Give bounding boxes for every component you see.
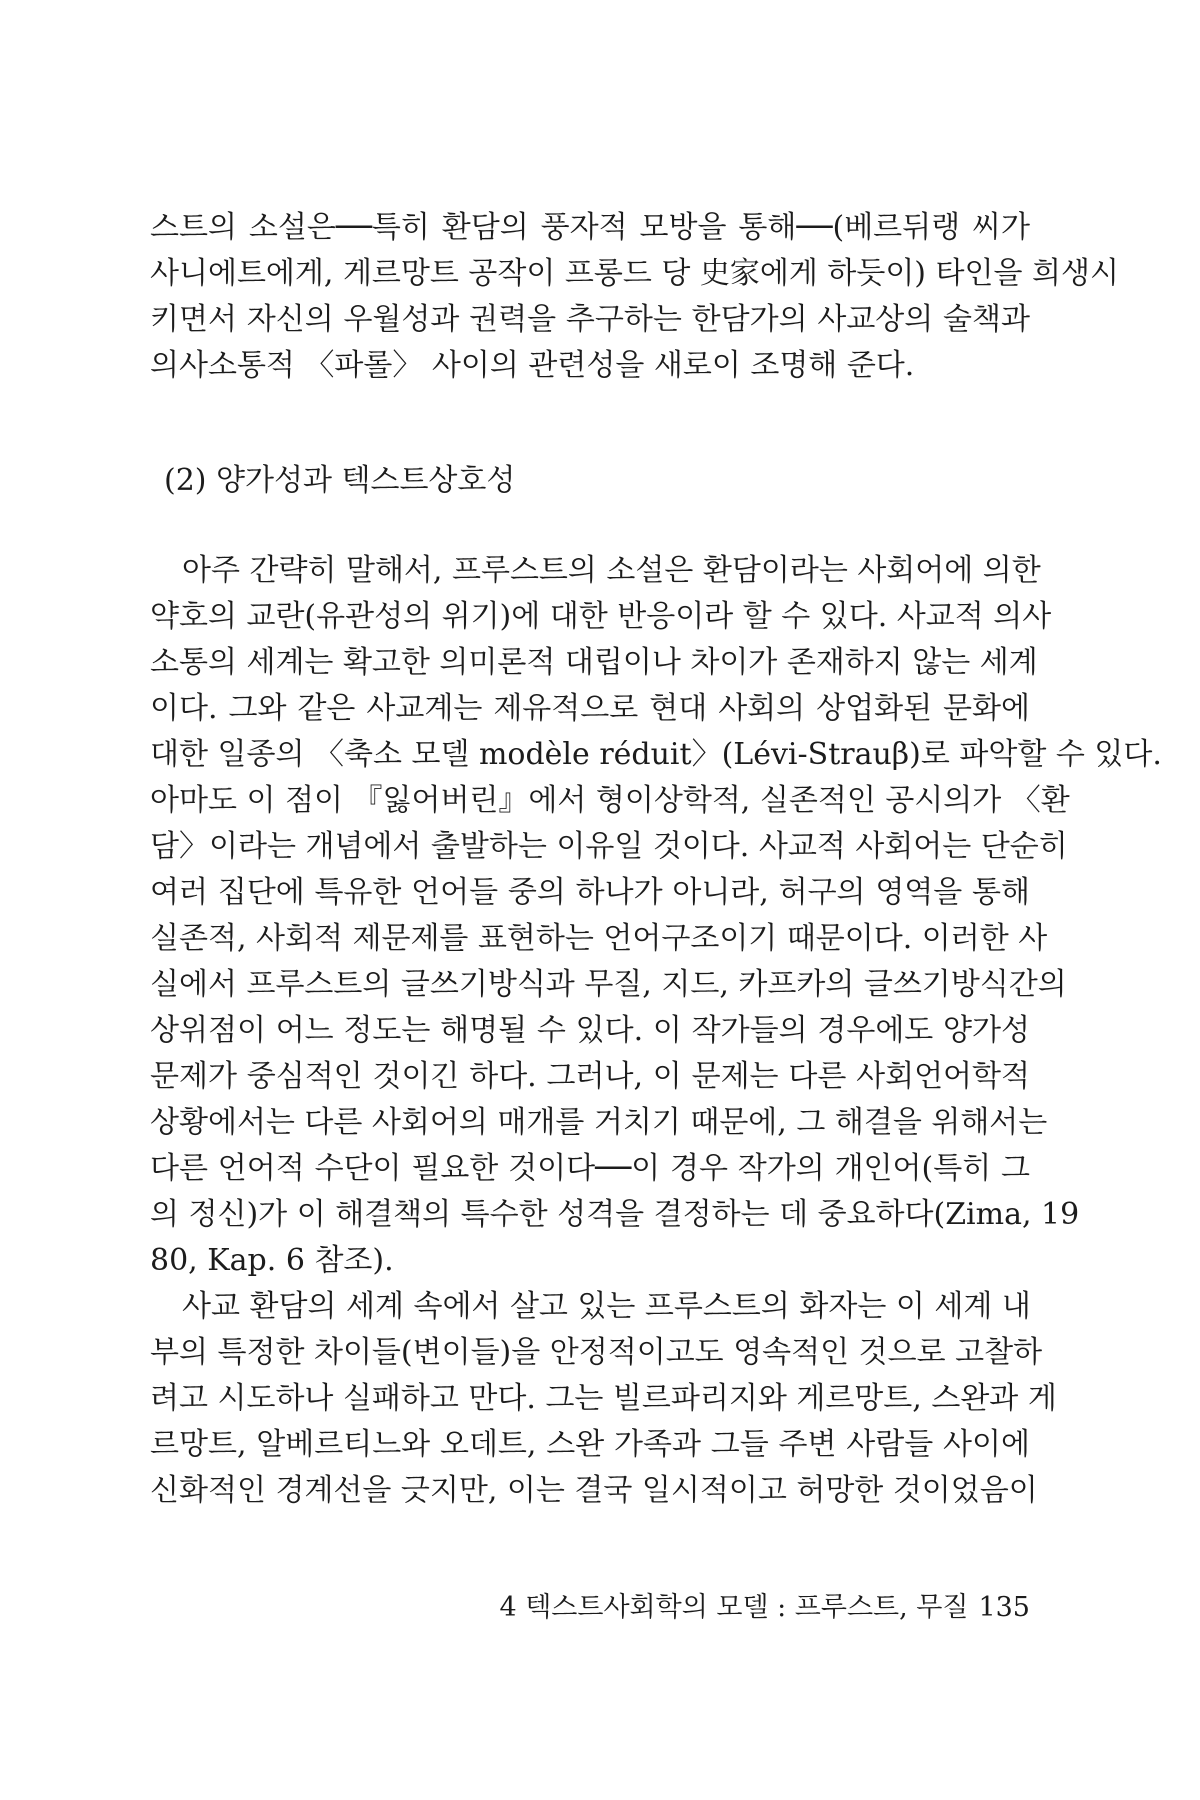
text-line: 아마도 이 점이 『잃어버린』에서 형이상학적, 실존적인 공시의가 〈환 [150,783,1070,818]
text-line: 상황에서는 다른 사회어의 매개를 거치기 때문에, 그 해결을 위해서는 [150,1105,1048,1140]
section-heading: (2) 양가성과 텍스트상호성 [164,463,516,498]
text-line: 려고 시도하나 실패하고 만다. 그는 빌르파리지와 게르망트, 스완과 게 [150,1381,1057,1416]
paragraph-1 [150,205,1119,389]
text-line: 스트의 소설은──특히 환담의 풍자적 모방을 통해──(베르뒤랭 씨가 [150,210,1030,245]
text-line: 부의 특정한 차이들(변이들)을 안정적이고도 영속적인 것으로 고찰하 [150,1335,1043,1370]
section-heading-block [150,458,1030,504]
text-line: 약호의 교란(유관성의 위기)에 대한 반응이라 할 수 있다. 사교적 의사 [150,599,1052,634]
text-line: 80, Kap. 6 참조). [150,1243,394,1278]
text-line: 대한 일종의 〈축소 모델 modèle réduit〉(Lévi-Strauβ)로 파악할 수 있다. [150,737,1162,772]
text-line: 상위점이 어느 정도는 해명될 수 있다. 이 작가들의 경우에도 양가성 [150,1013,1030,1048]
text-line: 의 정신)가 이 해결책의 특수한 성격을 결정하는 데 중요하다(Zima, 19 [150,1197,1080,1232]
text-line: 실에서 프루스트의 글쓰기방식과 무질, 지드, 카프카의 글쓰기방식간의 [150,967,1067,1002]
body-paragraphs [150,548,1162,1514]
text-line: 의사소통적 〈파롤〉 사이의 관련성을 새로이 조명해 준다. [150,348,915,383]
text-line: 르망트, 알베르티느와 오데트, 스완 가족과 그들 주변 사람들 사이에 [150,1427,1030,1462]
running-head: 4 텍스트사회학의 모델 : 프루스트, 무질 [499,1592,969,1623]
text-line: 사교 환담의 세계 속에서 살고 있는 프루스트의 화자는 이 세계 내 [182,1289,1031,1324]
text-line: 소통의 세계는 확고한 의미론적 대립이나 차이가 존재하지 않는 세계 [150,645,1038,680]
page-number: 135 [978,1592,1030,1623]
page-footer [150,1588,1030,1628]
text-line: 다른 언어적 수단이 필요한 것이다──이 경우 작가의 개인어(특히 그 [150,1151,1030,1186]
text-line: 담〉이라는 개념에서 출발하는 이유일 것이다. 사교적 사회어는 단순히 [150,829,1068,864]
text-line: 아주 간략히 말해서, 프루스트의 소설은 환담이라는 사회어에 의한 [182,553,1041,588]
text-line: 신화적인 경계선을 긋지만, 이는 결국 일시적이고 허망한 것이었음이 [150,1473,1038,1508]
text-line: 이다. 그와 같은 사교계는 제유적으로 현대 사회의 상업화된 문화에 [150,691,1030,726]
text-line: 사니에트에게, 게르망트 공작이 프롱드 당 史家에게 하듯이) 타인을 희생시 [150,256,1119,291]
text-line: 실존적, 사회적 제문제를 표현하는 언어구조이기 때문이다. 이러한 사 [150,921,1048,956]
text-line: 여러 집단에 특유한 언어들 중의 하나가 아니라, 허구의 영역을 통해 [150,875,1030,910]
text-line: 키면서 자신의 우월성과 권력을 추구하는 한담가의 사교상의 술책과 [150,302,1030,337]
text-line: 문제가 중심적인 것이긴 하다. 그러나, 이 문제는 다른 사회언어학적 [150,1059,1030,1094]
